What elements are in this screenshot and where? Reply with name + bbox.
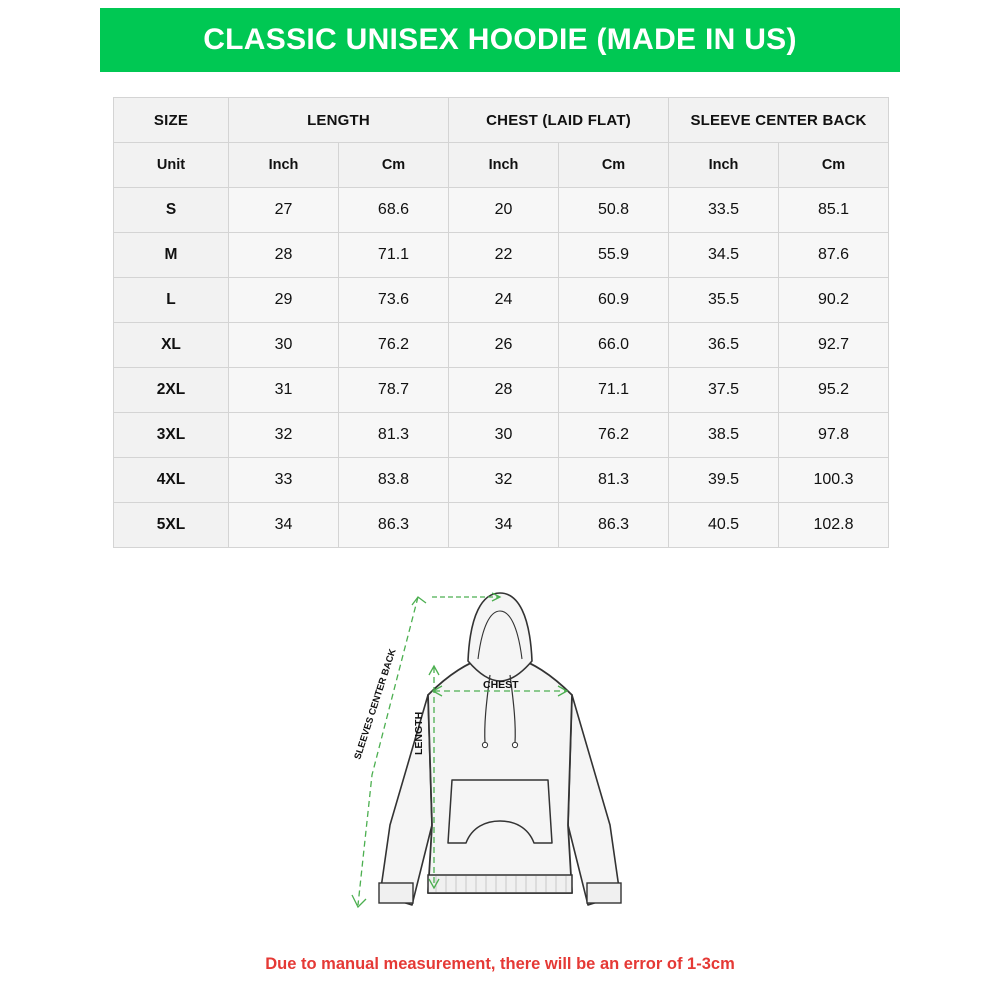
cell-chest-cm: 66.0 — [559, 323, 669, 368]
cell-sleeve-cm: 97.8 — [779, 413, 889, 458]
header-banner — [100, 8, 900, 72]
cell-size: L — [114, 278, 229, 323]
header-size: SIZE — [114, 98, 229, 143]
header-chest: CHEST (LAID FLAT) — [449, 98, 669, 143]
table-row — [114, 323, 889, 368]
cell-sleeve-cm: 87.6 — [779, 233, 889, 278]
cell-sleeve-cm: 95.2 — [779, 368, 889, 413]
table-body — [114, 143, 889, 548]
table-row — [114, 278, 889, 323]
cell-sleeve-cm: 90.2 — [779, 278, 889, 323]
cell-length-inch: 32 — [229, 413, 339, 458]
cell-sleeve-inch: 35.5 — [669, 278, 779, 323]
cell-sleeve-inch: 39.5 — [669, 458, 779, 503]
size-table — [113, 97, 889, 548]
cell-length-cm: 68.6 — [339, 188, 449, 233]
cell-sleeve-inch: 40.5 — [669, 503, 779, 548]
cell-chest-inch: 28 — [449, 368, 559, 413]
cell-chest-cm: 81.3 — [559, 458, 669, 503]
header-sleeve: SLEEVE CENTER BACK — [669, 98, 889, 143]
cell-chest-cm: 60.9 — [559, 278, 669, 323]
table-row — [114, 503, 889, 548]
cell-length-cm: 73.6 — [339, 278, 449, 323]
label-sleeves-center-back: SLEEVES CENTER BACK — [352, 647, 399, 761]
table-row — [114, 233, 889, 278]
cell-length-inch: 33 — [229, 458, 339, 503]
cell-length-inch: 31 — [229, 368, 339, 413]
hoodie-illustration — [300, 575, 700, 925]
cell-chest-inch: 22 — [449, 233, 559, 278]
cell-chest-inch: 24 — [449, 278, 559, 323]
cell-chest-cm: 55.9 — [559, 233, 669, 278]
cell-sleeve-inch: 34.5 — [669, 233, 779, 278]
page-title: CLASSIC UNISEX HOODIE (MADE IN US) — [203, 23, 797, 56]
unit-row — [114, 143, 889, 188]
size-table-wrapper — [113, 97, 888, 548]
cell-length-inch: 27 — [229, 188, 339, 233]
cell-chest-inch: 20 — [449, 188, 559, 233]
cell-chest-cm: 86.3 — [559, 503, 669, 548]
cell-sleeve-inch: 36.5 — [669, 323, 779, 368]
cell-sleeve-cm: 100.3 — [779, 458, 889, 503]
cell-chest-inch: 30 — [449, 413, 559, 458]
cell-size: 2XL — [114, 368, 229, 413]
cell-sleeve-inch: 37.5 — [669, 368, 779, 413]
cell-length-cm: 76.2 — [339, 323, 449, 368]
cell-chest-inch: 34 — [449, 503, 559, 548]
cell-length-cm: 86.3 — [339, 503, 449, 548]
cell-length-cm: 81.3 — [339, 413, 449, 458]
unit-label: Unit — [114, 143, 229, 188]
unit-length-inch: Inch — [229, 143, 339, 188]
label-length: LENGTH — [413, 711, 425, 755]
unit-sleeve-cm: Cm — [779, 143, 889, 188]
cell-size: XL — [114, 323, 229, 368]
table-row — [114, 368, 889, 413]
cell-sleeve-cm: 85.1 — [779, 188, 889, 233]
unit-chest-inch: Inch — [449, 143, 559, 188]
cell-length-cm: 78.7 — [339, 368, 449, 413]
cell-size: S — [114, 188, 229, 233]
table-head — [114, 98, 889, 143]
cell-size: 5XL — [114, 503, 229, 548]
cell-sleeve-inch: 33.5 — [669, 188, 779, 233]
table-row — [114, 413, 889, 458]
cell-sleeve-cm: 92.7 — [779, 323, 889, 368]
cell-chest-cm: 76.2 — [559, 413, 669, 458]
cell-length-cm: 83.8 — [339, 458, 449, 503]
group-header-row — [114, 98, 889, 143]
cell-chest-cm: 50.8 — [559, 188, 669, 233]
header-length: LENGTH — [229, 98, 449, 143]
unit-chest-cm: Cm — [559, 143, 669, 188]
table-row — [114, 188, 889, 233]
unit-sleeve-inch: Inch — [669, 143, 779, 188]
cell-chest-inch: 26 — [449, 323, 559, 368]
cell-length-inch: 30 — [229, 323, 339, 368]
cell-length-cm: 71.1 — [339, 233, 449, 278]
cell-sleeve-inch: 38.5 — [669, 413, 779, 458]
cell-length-inch: 34 — [229, 503, 339, 548]
cell-size: 4XL — [114, 458, 229, 503]
cell-length-inch: 29 — [229, 278, 339, 323]
cell-sleeve-cm: 102.8 — [779, 503, 889, 548]
cell-length-inch: 28 — [229, 233, 339, 278]
cell-size: M — [114, 233, 229, 278]
manual-measurement-note: Due to manual measurement, there will be an error of 1-3cm — [265, 955, 735, 973]
label-chest: CHEST — [483, 679, 519, 691]
cell-chest-cm: 71.1 — [559, 368, 669, 413]
cell-size: 3XL — [114, 413, 229, 458]
unit-length-cm: Cm — [339, 143, 449, 188]
table-row — [114, 458, 889, 503]
cell-chest-inch: 32 — [449, 458, 559, 503]
